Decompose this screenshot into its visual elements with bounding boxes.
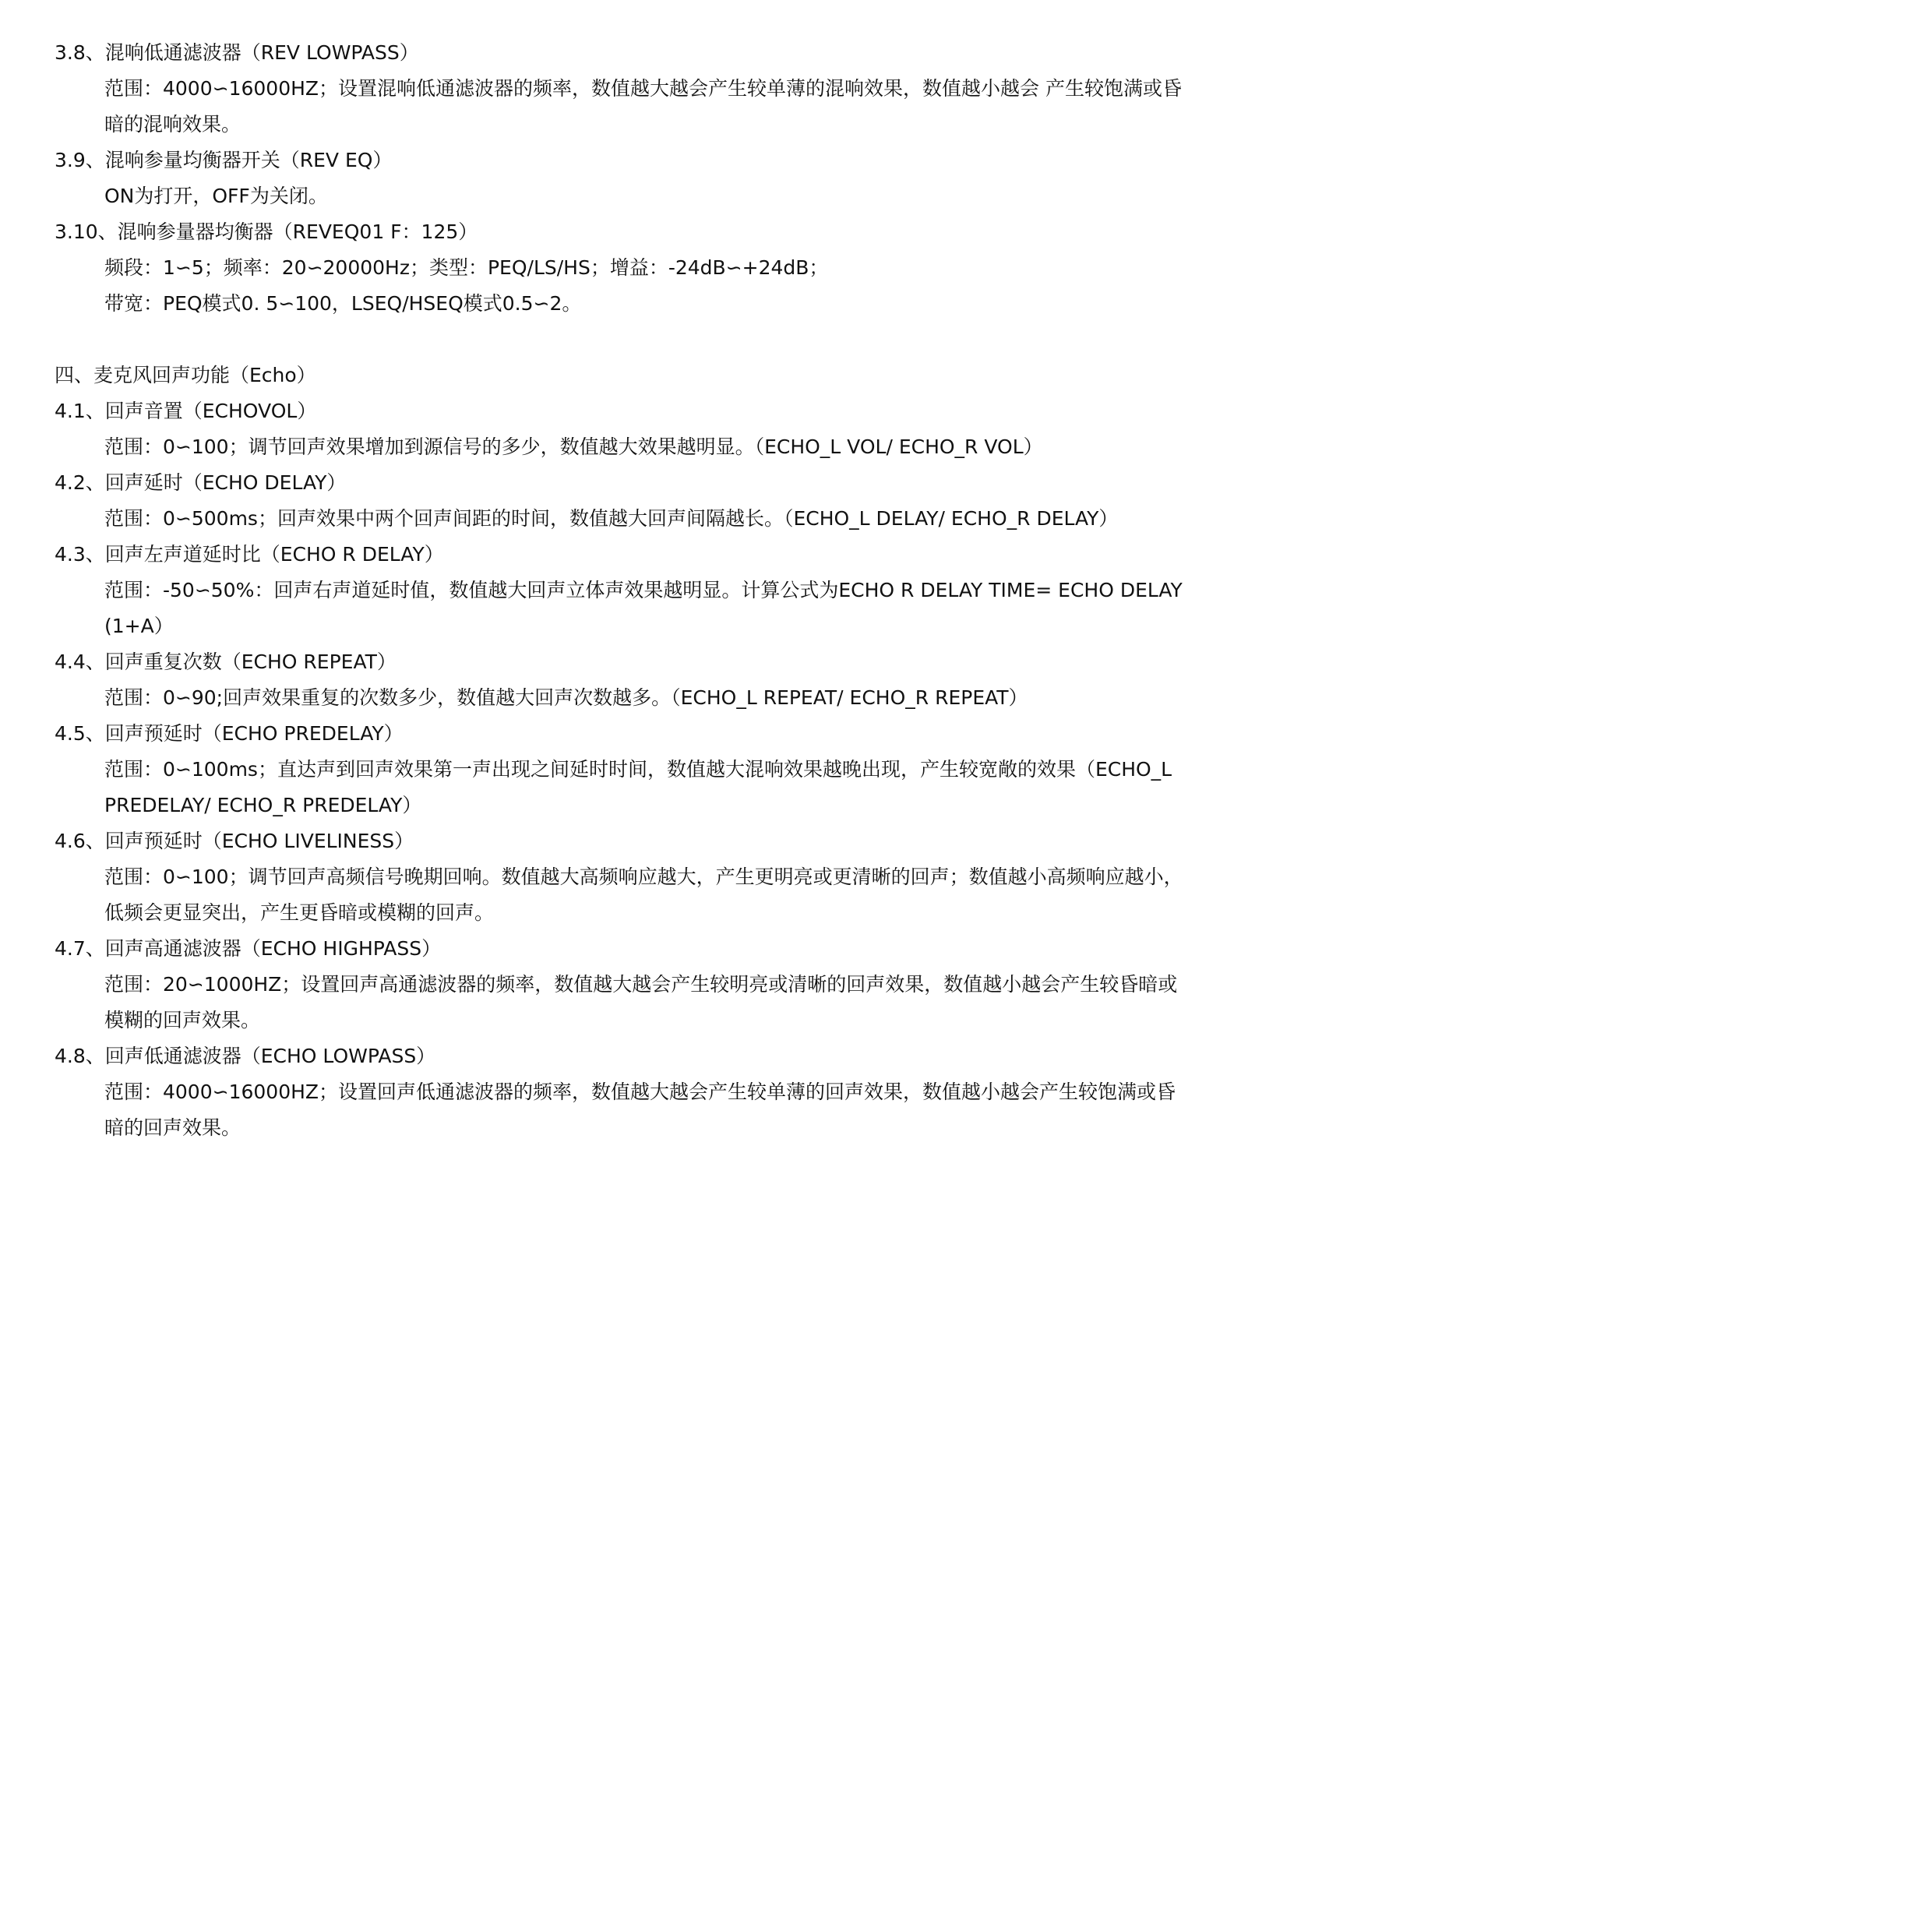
item-3-10-title: 3.10、混响参量器均衡器（REVEQ01 F：125）	[55, 220, 478, 243]
item-4-4-title: 4.4、回声重复次数（ECHO REPEAT）	[55, 650, 397, 673]
item-4-1-title: 4.1、回声音置（ECHOVOL）	[55, 400, 317, 422]
item-4-1-body: 范围：0∽100；调节回声效果增加到源信号的多少，数值越大效果越明显。（ECHO_L VOL/ ECHO_R VOL）	[104, 435, 1043, 458]
item-3-9-title: 3.9、混响参量均衡器开关（REV EQ）	[55, 149, 393, 171]
item-4-7-title: 4.7、回声高通滤波器（ECHO HIGHPASS）	[55, 937, 442, 960]
item-3-10-body-line-1: 频段：1∽5；频率：20∽20000Hz；类型：PEQ/LS/HS；增益：-24dB∽+24dB；	[104, 256, 829, 279]
item-4-6-title: 4.6、回声预延时（ECHO LIVELINESS）	[55, 830, 414, 852]
item-4-5-body: 范围：0∽100ms；直达声到回声效果第一声出现之间延时时间，数值越大混响效果越晚出现，产生较宽敞的效果（ECHO_L PREDELAY/ ECHO_R PREDELAY）	[104, 758, 1172, 816]
item-3-8-body: 范围：4000∽16000HZ；设置混响低通滤波器的频率，数值越大越会产生较单薄的混响效果，数值越小越会 产生较饱满或昏暗的混响效果。	[104, 77, 1182, 136]
item-4-2-title: 4.2、回声延时（ECHO DELAY）	[55, 471, 347, 494]
section-4-title: 四、麦克风回声功能（Echo）	[55, 364, 316, 386]
section-spacer	[55, 322, 1188, 358]
document-page	[55, 35, 1188, 1146]
item-4-3-body: 范围：-50∽50%：回声右声道延时值，数值越大回声立体声效果越明显。计算公式为ECHO R DELAY TIME= ECHO DELAY (1+A）	[104, 579, 1183, 637]
item-4-8-title: 4.8、回声低通滤波器（ECHO LOWPASS）	[55, 1045, 436, 1067]
item-4-7-body: 范围：20∽1000HZ；设置回声高通滤波器的频率，数值越大越会产生较明亮或清晰的回声效果，数值越小越会产生较昏暗或模糊的回声效果。	[104, 973, 1178, 1031]
item-3-8-title: 3.8、混响低通滤波器（REV LOWPASS）	[55, 41, 419, 64]
item-4-8-body: 范围：4000∽16000HZ；设置回声低通滤波器的频率，数值越大越会产生较单薄的回声效果，数值越小越会产生较饱满或昏暗的回声效果。	[104, 1081, 1176, 1139]
item-4-2-body: 范围：0∽500ms；回声效果中两个回声间距的时间，数值越大回声间隔越长。（ECHO_L DELAY/ ECHO_R DELAY）	[104, 507, 1119, 530]
item-4-5-title: 4.5、回声预延时（ECHO PREDELAY）	[55, 722, 404, 745]
item-3-10-body-line-2: 带宽：PEQ模式0. 5∽100，LSEQ/HSEQ模式0.5∽2。	[104, 292, 582, 315]
item-3-9-body: ON为打开，OFF为关闭。	[104, 185, 328, 207]
item-4-6-body: 范围：0∽100；调节回声高频信号晚期回响。数值越大高频响应越大，产生更明亮或更清晰的回声；数值越小高频响应越小，低频会更显突出，产生更昏暗或模糊的回声。	[104, 866, 1183, 924]
item-4-3-title: 4.3、回声左声道延时比（ECHO R DELAY）	[55, 543, 444, 566]
item-4-4-body: 范围：0∽90;回声效果重复的次数多少，数值越大回声次数越多。（ECHO_L REPEAT/ ECHO_R REPEAT）	[104, 686, 1028, 709]
